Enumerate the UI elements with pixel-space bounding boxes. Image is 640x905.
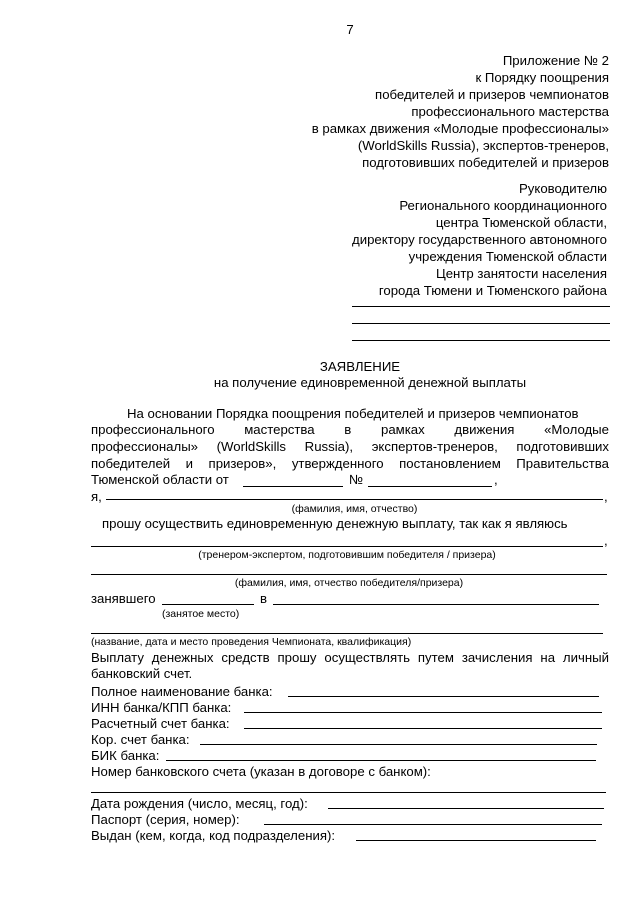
issued-by-label: Выдан (кем, когда, код подразделения): <box>91 828 336 843</box>
birth-date-field[interactable] <box>328 808 604 809</box>
passport-field[interactable] <box>264 824 602 825</box>
hint-fio: (фамилия, имя, отчество) <box>291 503 418 515</box>
decree-number-label: № <box>349 472 364 487</box>
annex-line: в рамках движения «Молодые профессионалы» <box>311 121 609 136</box>
settlement-account-field[interactable] <box>244 728 602 729</box>
payment-text: банковский счет. <box>91 666 193 681</box>
issued-by-field[interactable] <box>356 840 596 841</box>
addressee-line: центра Тюменской области, <box>435 215 607 230</box>
annex-line: подготовивших победителей и призеров <box>362 155 609 170</box>
comma: , <box>494 472 498 487</box>
comma: , <box>604 533 608 548</box>
championship-short-field[interactable] <box>273 604 599 605</box>
role-field[interactable] <box>91 546 603 547</box>
addressee-line: учреждения Тюменской области <box>408 249 607 264</box>
corr-account-field[interactable] <box>200 744 597 745</box>
document-title: ЗАЯВЛЕНИЕ <box>319 359 401 374</box>
decree-date-label: Тюменской области от <box>91 472 229 487</box>
addressee-line: Руководителю <box>519 181 607 196</box>
document-subtitle: на получение единовременной денежной выплаты <box>213 375 527 390</box>
bank-name-field[interactable] <box>288 696 599 697</box>
addressee-blank-line[interactable] <box>352 323 610 324</box>
hint-role: (тренером-экспертом, подготовившим победителя / призера) <box>198 549 496 561</box>
corr-account-label: Кор. счет банка: <box>91 732 190 747</box>
body-line: На основании Порядка поощрения победителей и призеров чемпионатов <box>127 406 579 421</box>
inn-kpp-field[interactable] <box>244 712 602 713</box>
annex-line: (WorldSkills Russia), экспертов-тренеров, <box>357 138 609 153</box>
comma: , <box>604 489 608 504</box>
addressee-blank-line[interactable] <box>352 306 610 307</box>
addressee-line: города Тюмени и Тюменского района <box>378 283 607 298</box>
account-number-field[interactable] <box>91 792 606 793</box>
annex-line: победителей и призеров чемпионатов <box>375 87 609 102</box>
addressee-line: Регионального координационного <box>399 198 607 213</box>
hint-championship: (название, дата и место проведения Чемпионата, квалификация) <box>91 636 412 648</box>
took-place-label: занявшего <box>91 591 156 606</box>
account-number-label: Номер банковского счета (указан в договоре с банком): <box>91 764 431 779</box>
inn-kpp-label: ИНН банка/КПП банка: <box>91 700 232 715</box>
addressee-blank-line[interactable] <box>352 340 610 341</box>
settlement-account-label: Расчетный счет банка: <box>91 716 230 731</box>
birth-date-label: Дата рождения (число, месяц, год): <box>91 796 308 811</box>
winner-name-field[interactable] <box>91 574 607 575</box>
place-field[interactable] <box>162 604 254 605</box>
bik-label: БИК банка: <box>91 748 160 763</box>
in-label: в <box>260 591 268 606</box>
hint-place: (занятое место) <box>162 608 240 620</box>
payment-text: Выплату денежных средств прошу осуществлять путем зачисления на личный <box>91 650 609 665</box>
annex-line: Приложение № 2 <box>502 53 609 68</box>
annex-line: к Порядку поощрения <box>475 70 609 85</box>
hint-winner: (фамилия, имя, отчество победителя/призера) <box>234 577 464 589</box>
body-line: профессионалы» (WorldSkills Russia), экспертов-тренеров, подготовивших <box>91 439 609 454</box>
request-text: прошу осуществить единовременную денежную выплату, так как я являюсь <box>102 516 568 531</box>
body-line: профессионального мастерства в рамках движения «Молодые <box>91 422 609 437</box>
passport-label: Паспорт (серия, номер): <box>91 812 240 827</box>
bik-field[interactable] <box>166 760 596 761</box>
body-line: победителей и призеров», утвержденного постановлением Правительства <box>91 456 609 471</box>
page-number: 7 <box>346 22 354 37</box>
decree-date-field[interactable] <box>243 486 343 487</box>
annex-line: профессионального мастерства <box>411 104 609 119</box>
addressee-line: Центр занятости населения <box>435 266 607 281</box>
i-label: я, <box>91 489 102 504</box>
decree-number-field[interactable] <box>368 486 492 487</box>
addressee-line: директору государственного автономного <box>352 232 607 247</box>
championship-field[interactable] <box>91 633 603 634</box>
applicant-name-field[interactable] <box>106 499 603 500</box>
bank-name-label: Полное наименование банка: <box>91 684 273 699</box>
